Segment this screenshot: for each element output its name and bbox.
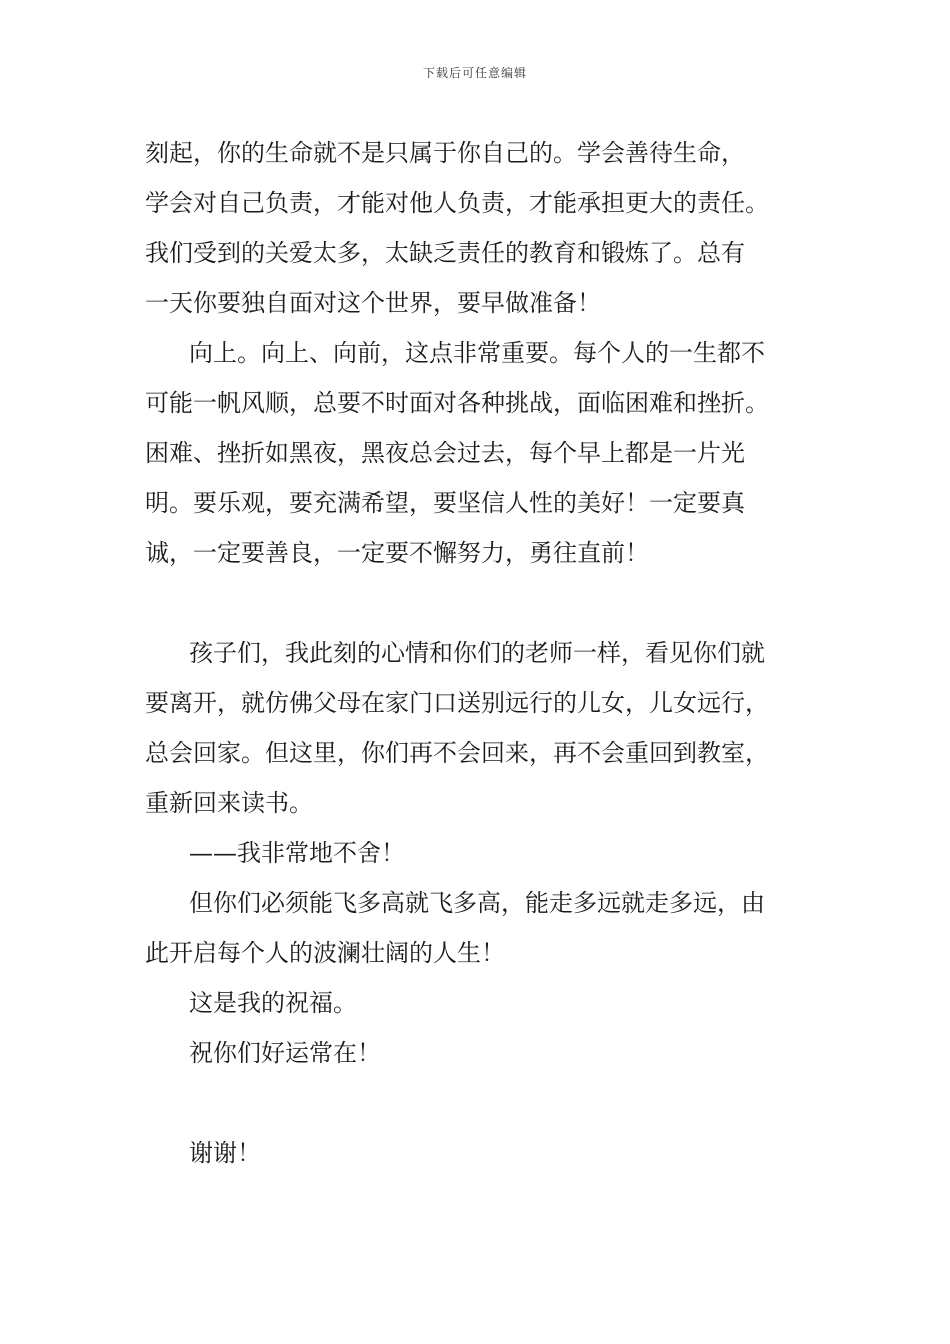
text-line: 但你们必须能飞多高就飞多高，能走多远就走多远，由	[189, 889, 765, 917]
text-line: 重新回来读书。	[145, 789, 313, 817]
paragraph-good-luck: 祝你们好运常在！	[189, 1039, 381, 1067]
paragraph-upward	[145, 328, 805, 578]
text-line: 要离开，就仿佛父母在家门口送别远行的儿女，儿女远行，	[145, 689, 769, 717]
paragraph-farewell: ——我非常地不舍！	[189, 839, 405, 867]
text-line: 我们受到的关爱太多，太缺乏责任的教育和锻炼了。总有	[145, 239, 745, 267]
paragraph-thanks: 谢谢！	[189, 1139, 261, 1167]
text-line: 诚，一定要善良，一定要不懈努力，勇往直前！	[145, 539, 649, 567]
paragraph-fly-high	[145, 878, 805, 978]
text-line: 困难、挫折如黑夜，黑夜总会过去，每个早上都是一片光	[145, 439, 745, 467]
text-line: 向上。向上、向前，这点非常重要。每个人的一生都不	[189, 339, 765, 367]
text-line: 一天你要独自面对这个世界，要早做准备！	[145, 289, 601, 317]
paragraph-gap	[145, 578, 805, 628]
text-line: 学会对自己负责，才能对他人负责，才能承担更大的责任。	[145, 189, 769, 217]
text-line: 此开启每个人的波澜壮阔的人生！	[145, 939, 505, 967]
paragraph-gap	[145, 1078, 805, 1128]
page-header: 下载后可任意编辑	[422, 66, 527, 80]
text-line: 总会回家。但这里，你们再不会回来，再不会重回到教室，	[145, 739, 769, 767]
text-line: 刻起，你的生命就不是只属于你自己的。学会善待生命，	[145, 139, 745, 167]
text-line: 可能一帆风顺，总要不时面对各种挑战，面临困难和挫折。	[145, 389, 769, 417]
document-body	[145, 128, 805, 1178]
paragraph-blessing: 这是我的祝福。	[189, 989, 357, 1017]
paragraph-children	[145, 628, 805, 828]
text-line: 明。要乐观，要充满希望，要坚信人性的美好！一定要真	[145, 489, 745, 517]
text-line: 孩子们，我此刻的心情和你们的老师一样，看见你们就	[189, 639, 765, 667]
paragraph-responsibility	[145, 128, 805, 328]
